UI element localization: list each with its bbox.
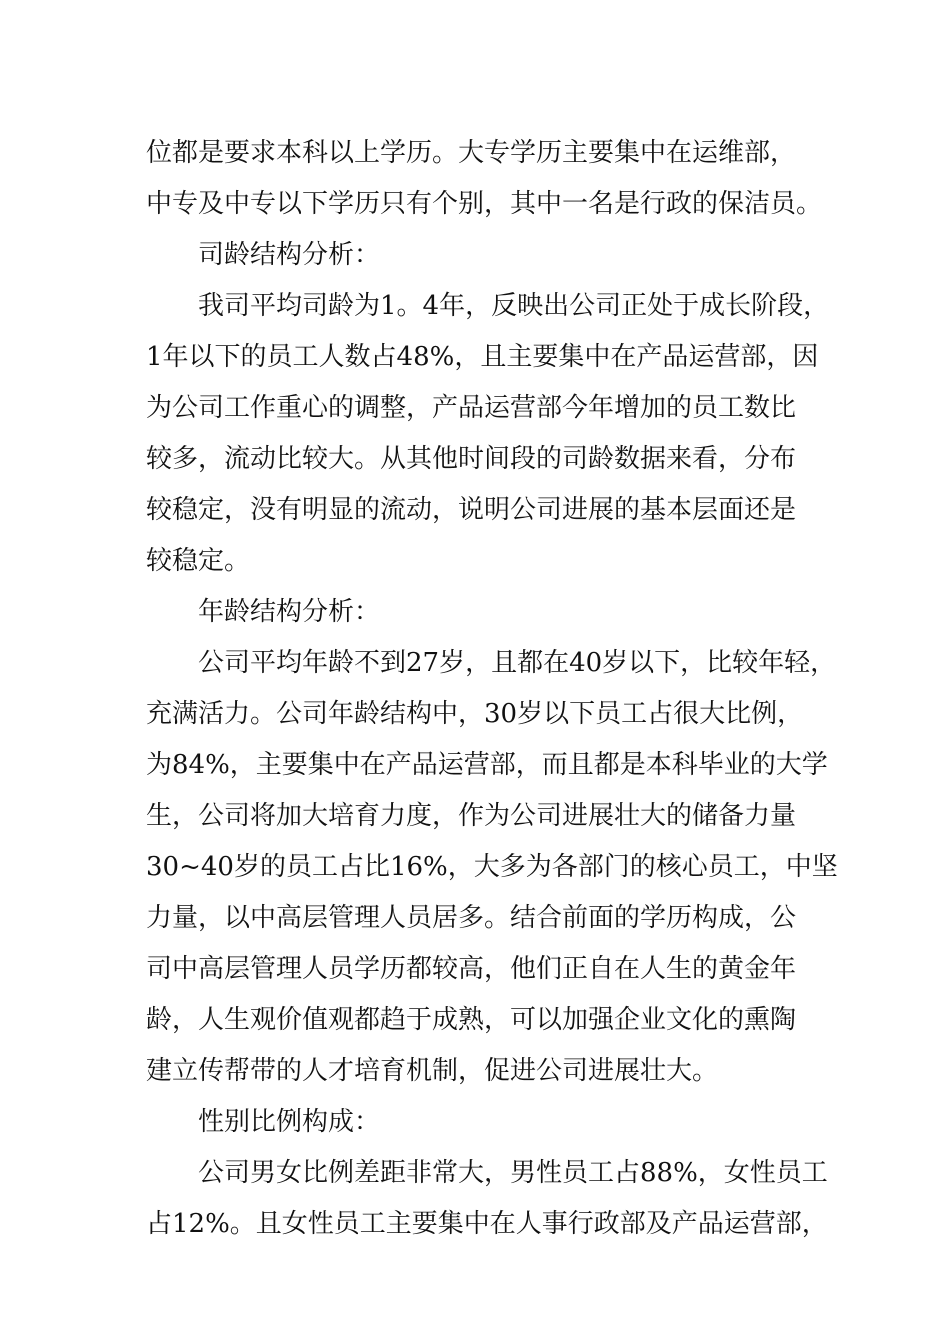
text-line: 30~40岁的员工占比16%，大多为各部门的核心员工，中坚 [146, 852, 838, 882]
section-heading-age: 年龄结构分析： [198, 597, 381, 627]
text-line: 我司平均司龄为1。4年，反映出公司正处于成长阶段， [198, 291, 830, 321]
text-line: 1年以下的员工人数占48%，且主要集中在产品运营部，因 [146, 342, 819, 372]
document-body [146, 128, 836, 1250]
text-line: 充满活力。公司年龄结构中，30岁以下员工占很大比例， [146, 699, 804, 729]
section-heading-tenure: 司龄结构分析： [198, 240, 381, 270]
text-line: 占12%。且女性员工主要集中在人事行政部及产品运营部， [146, 1209, 828, 1239]
text-line: 建立传帮带的人才培育机制，促进公司进展壮大。 [146, 1056, 719, 1086]
section-heading-gender: 性别比例构成： [198, 1107, 381, 1137]
text-line: 公司平均年龄不到27岁，且都在40岁以下，比较年轻， [198, 648, 837, 678]
text-line: 生，公司将加大培育力度，作为公司进展壮大的储备力量 [146, 801, 797, 831]
text-line: 中专及中专以下学历只有个别，其中一名是行政的保洁员。 [146, 189, 823, 219]
text-line: 龄，人生观价值观都趋于成熟，可以加强企业文化的熏陶 [146, 1005, 797, 1035]
text-line: 较多，流动比较大。从其他时间段的司龄数据来看，分布 [146, 444, 797, 474]
text-line: 公司男女比例差距非常大，男性员工占88%，女性员工 [198, 1158, 828, 1188]
text-line: 较稳定，没有明显的流动，说明公司进展的基本层面还是 [146, 495, 797, 525]
text-line: 司中高层管理人员学历都较高，他们正自在人生的黄金年 [146, 954, 797, 984]
text-line: 较稳定。 [146, 546, 251, 576]
text-line: 力量，以中高层管理人员居多。结合前面的学历构成，公 [146, 903, 797, 933]
text-line: 为84%，主要集中在产品运营部，而且都是本科毕业的大学 [146, 750, 828, 780]
text-line: 位都是要求本科以上学历。大专学历主要集中在运维部， [146, 138, 797, 168]
text-line: 为公司工作重心的调整，产品运营部今年增加的员工数比 [146, 393, 797, 423]
